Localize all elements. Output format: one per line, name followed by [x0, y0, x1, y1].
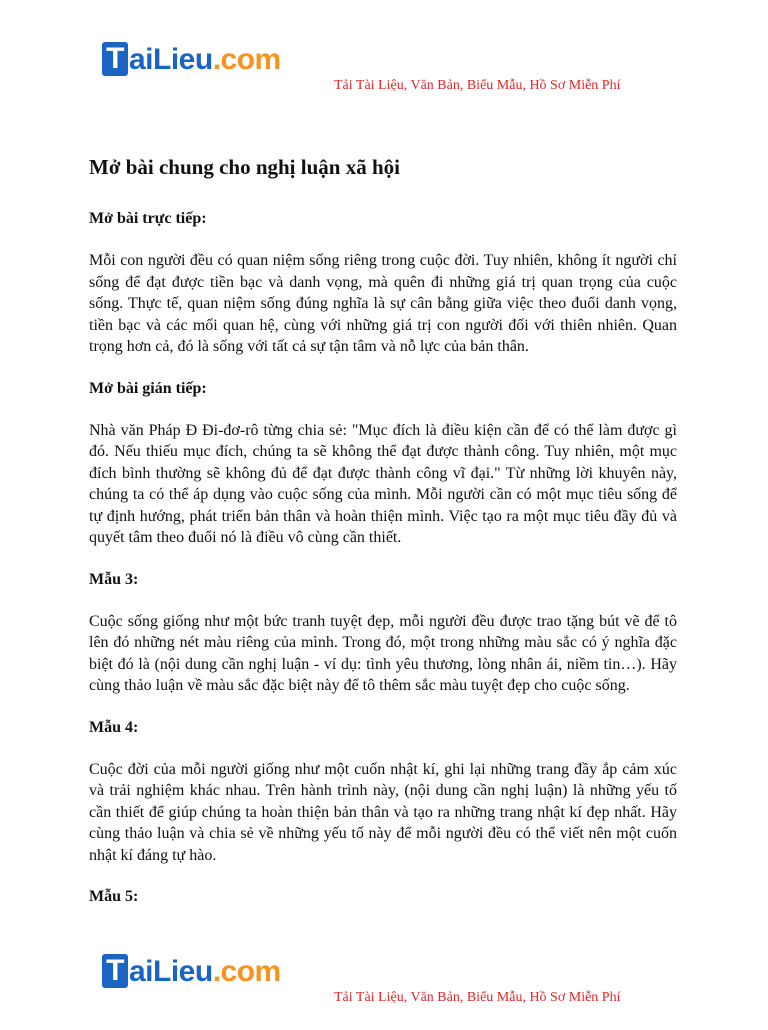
section-paragraph-indirect: Nhà văn Pháp Đ Đi-đơ-rô từng chia sẻ: "Mục đích là điều kiện cần để có thể làm được gì đó. Nếu thiếu mục đích, chúng ta sẽ không thể đạt được thành công. Tuy nhiên, một mục đích bình thường sẽ không đủ để đạt được thành công vĩ đại." Từ những lời khuyên này, chúng ta có thể áp dụng vào cuộc sống của mình. Mỗi người cần có một mục tiêu sống để tự định hướng, phát triển bản thân và hoàn thiện mình. Việc tạo ra một mục tiêu đầy đủ và quyết tâm theo đuổi nó là điều vô cùng cần thiết.: [89, 421, 677, 546]
section-heading-sample-5: Mẫu 5:: [89, 888, 139, 905]
document-body: [89, 152, 677, 928]
section-heading-sample-4: Mẫu 4:: [89, 718, 139, 736]
logo-text: aiLieu: [129, 43, 213, 76]
logo-mark-icon: T: [102, 954, 128, 988]
logo-domain: .com: [212, 43, 281, 76]
section-paragraph-sample-3: Cuộc sống giống như một bức tranh tuyệt đẹp, mỗi người đều được trao tặng bút vẽ để tô lên đó những nét màu riêng của mình. Trong đó, một trong những màu sắc có ý nghĩa đặc biệt đó là (nội dung cần nghị luận - ví dụ: tình yêu thương, lòng nhân ái, niềm tin…). Hãy cùng thảo luận về màu sắc đặc biệt này để tô thêm sắc màu tuyệt đẹp cho cuộc sống.: [89, 612, 677, 694]
document-title: Mở bài chung cho nghị luận xã hội: [89, 155, 400, 179]
page-footer: [0, 940, 768, 1030]
logo-text: aiLieu: [129, 955, 213, 988]
logo-domain: .com: [212, 955, 281, 988]
section-heading-indirect: Mở bài gián tiếp:: [89, 379, 207, 397]
section-paragraph-sample-4: Cuộc đời của mỗi người giống như một cuốn nhật kí, ghi lại những trang đầy ắp cảm xúc và trải nghiệm khác nhau. Trên hành trình này, (nội dung cần nghị luận) là những yếu tố cần thiết để giúp chúng ta hoàn thiện bản thân và tạo ra những trang nhật kí đẹp nhất. Hãy cùng thảo luận và chia sẻ về những yếu tố này để mỗi người đều có thể viết nên một cuốn nhật kí đáng tự hào.: [89, 760, 677, 864]
footer-tagline: Tải Tài Liệu, Văn Bản, Biểu Mẫu, Hồ Sơ Miễn Phí: [334, 990, 621, 1005]
section-paragraph-direct: Mỗi con người đều có quan niệm sống riêng trong cuộc đời. Tuy nhiên, không ít người chỉ sống để đạt được tiền bạc và danh vọng, mà quên đi những giá trị quan trọng của cuộc sống. Thực tế, quan niệm sống đúng nghĩa là sự cân bằng giữa việc theo đuổi danh vọng, tiền bạc và các mối quan hệ, cùng với những giá trị con người đối với thiên nhiên. Quan trọng hơn cả, đó là sống với tất cả sự tận tâm và nỗ lực của bản thân.: [89, 252, 677, 355]
section-heading-sample-3: Mẫu 3:: [89, 570, 139, 588]
logo-mark-icon: T: [102, 42, 128, 76]
tailieu-logo-footer[interactable]: [102, 950, 281, 994]
header-tagline: Tải Tài Liệu, Văn Bản, Biểu Mẫu, Hồ Sơ Miễn Phí: [334, 78, 621, 93]
section-heading-direct: Mở bài trực tiếp:: [89, 210, 207, 227]
page-header: [0, 0, 768, 93]
tailieu-logo[interactable]: [102, 38, 281, 82]
